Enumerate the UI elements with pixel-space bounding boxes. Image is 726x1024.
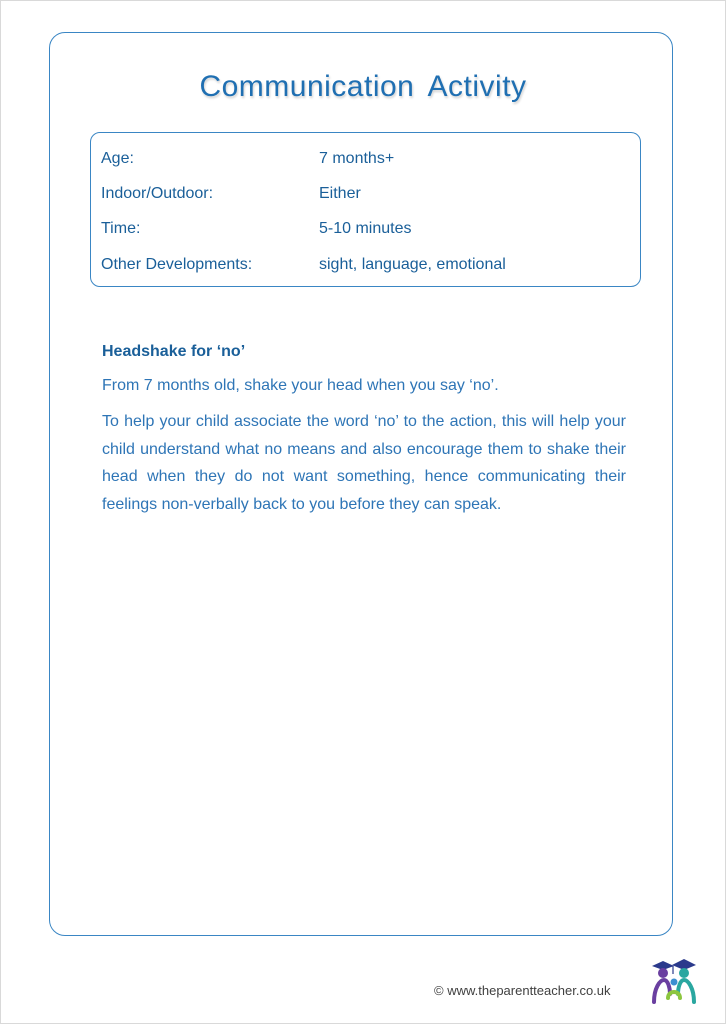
info-label: Time: xyxy=(101,220,141,237)
info-value: 7 months+ xyxy=(319,150,395,167)
page-title: Communication Activity xyxy=(199,70,527,103)
footer-website: © www.theparentteacher.co.uk xyxy=(434,983,611,998)
activity-heading: Headshake for ‘no’ xyxy=(102,343,246,360)
activity-description: To help your child associate the word ‘no’ to the action, this will help your child understand what no means and also encourage them to shake their head when they do not want something, hence communicating their feelings non-verbally back to you before they can speak. xyxy=(102,413,626,513)
parent-teacher-logo-icon xyxy=(648,958,700,1004)
info-value: 5-10 minutes xyxy=(319,220,412,237)
info-value: sight, language, emotional xyxy=(319,256,506,273)
info-value: Either xyxy=(319,185,361,202)
activity-intro: From 7 months old, shake your head when you say ‘no’. xyxy=(102,377,499,394)
info-label: Indoor/Outdoor: xyxy=(101,185,214,202)
info-label: Age: xyxy=(101,150,134,167)
activity-info-box xyxy=(90,132,641,287)
info-label: Other Developments: xyxy=(101,256,253,273)
